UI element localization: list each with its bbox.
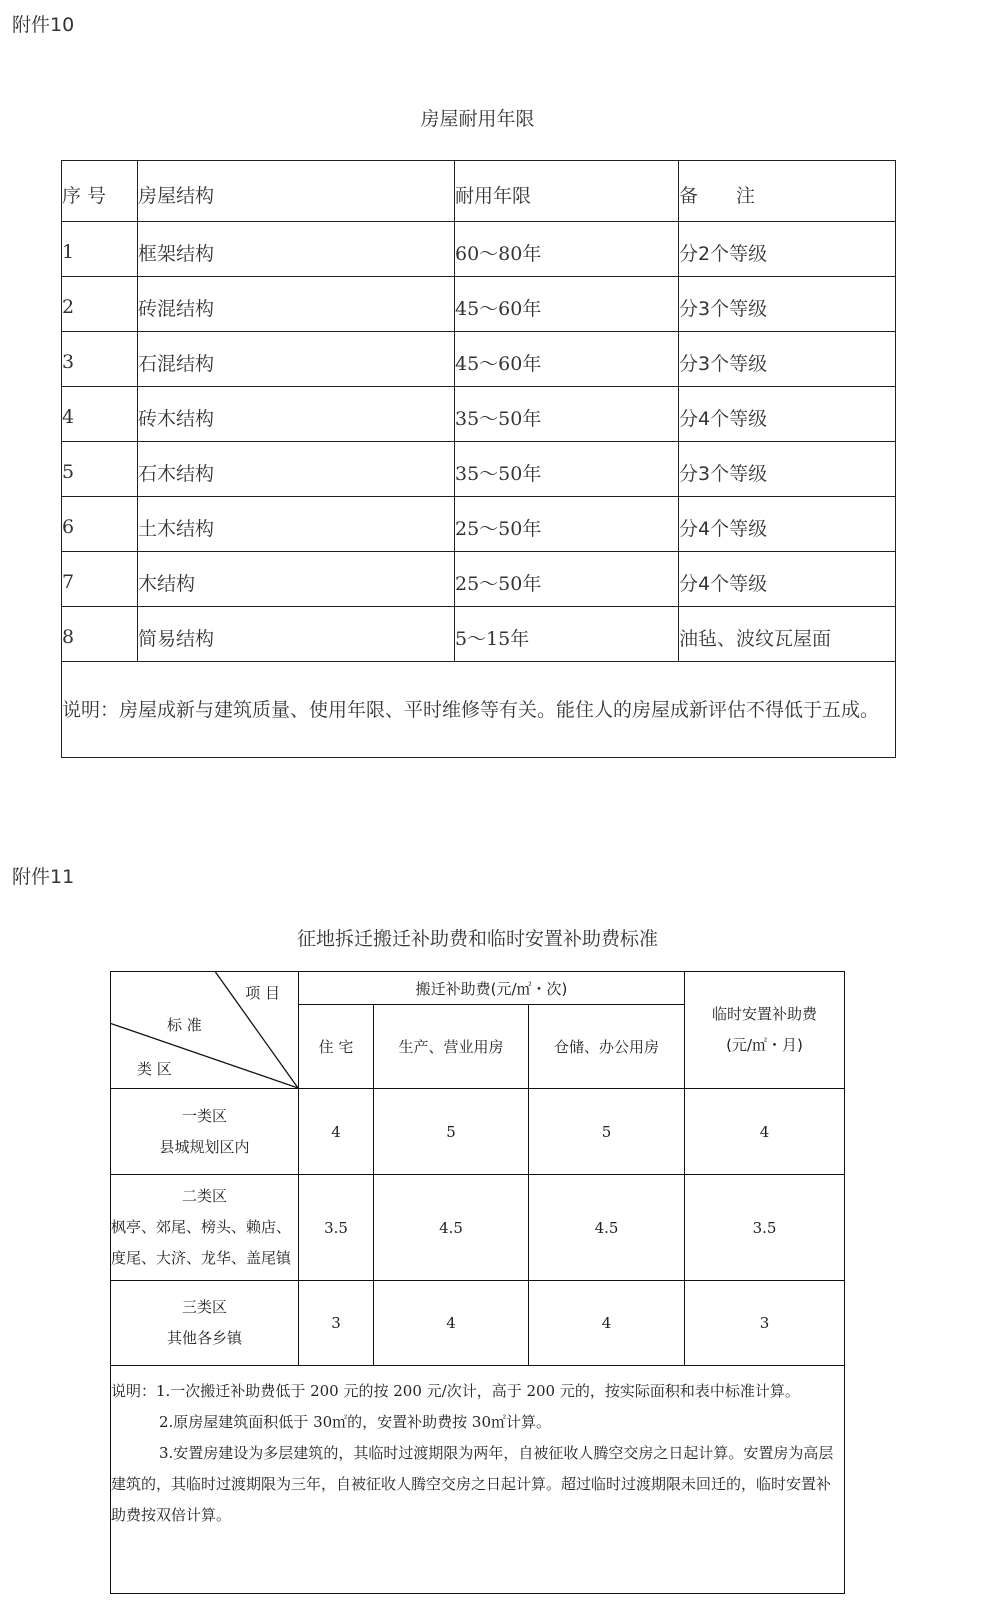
row-years: 45～60年 [455, 332, 679, 387]
area-category: 三类区 [181, 1298, 227, 1316]
row-years: 25～50年 [455, 552, 679, 607]
table-notes [111, 1366, 845, 1594]
table-header-row [111, 972, 845, 1005]
row-structure: 木结构 [138, 552, 455, 607]
moving-subsidy-header: 搬迁补助费(元/㎡・次) [299, 972, 685, 1005]
table-row [62, 442, 896, 497]
table-row [62, 607, 896, 662]
row-years: 35～50年 [455, 387, 679, 442]
table-row [111, 1089, 845, 1175]
table-header-row [62, 161, 896, 222]
header-remarks: 备 注 [679, 161, 896, 222]
table-note-row [62, 662, 896, 758]
table-row [111, 1175, 845, 1281]
attachment-10-label: 附件10 [12, 14, 75, 36]
row-structure: 简易结构 [138, 607, 455, 662]
temp-value: 3 [685, 1281, 845, 1366]
note-3: 3.安置房建设为多层建筑的，其临时过渡期限为两年，自被征收人腾空交房之日起计算。安置房为高层建筑的，其临时过渡期限为三年，自被征收人腾空交房之日起计算。超过临时过渡期限未回迁的，临时安置补助费按双倍计算。 [111, 1444, 834, 1524]
area-cell [111, 1175, 299, 1281]
diag-category-label: 类 区 [137, 1060, 172, 1078]
note-1: 说明：1.一次搬迁补助费低于 200 元的按 200 元/次计，高于 200 元的，按实际面积和表中标准计算。 [111, 1382, 800, 1400]
row-index: 7 [62, 552, 138, 607]
row-structure: 砖木结构 [138, 387, 455, 442]
header-residential: 住 宅 [299, 1005, 374, 1089]
row-index: 3 [62, 332, 138, 387]
warehouse-value: 5 [529, 1089, 685, 1175]
temp-subsidy-title: 临时安置补助费 [711, 1005, 817, 1023]
row-structure: 土木结构 [138, 497, 455, 552]
row-remarks: 分3个等级 [679, 277, 896, 332]
row-structure: 框架结构 [138, 222, 455, 277]
note-2: 2.原房屋建筑面积低于 30㎡的，安置补助费按 30㎡计算。 [159, 1413, 552, 1431]
header-years: 耐用年限 [455, 161, 679, 222]
table-note-row [111, 1366, 845, 1594]
area-category: 一类区 [181, 1106, 227, 1125]
production-value: 4 [374, 1281, 529, 1366]
temp-subsidy-unit: (元/㎡・月) [726, 1036, 803, 1054]
row-index: 6 [62, 497, 138, 552]
table-row [62, 387, 896, 442]
row-remarks: 分4个等级 [679, 497, 896, 552]
table-row [62, 332, 896, 387]
attachment-10-title: 房屋耐用年限 [420, 108, 535, 130]
table-note: 说明：房屋成新与建筑质量、使用年限、平时维修等有关。能住人的房屋成新评估不得低于五成。 [62, 662, 896, 758]
row-remarks: 分2个等级 [679, 222, 896, 277]
header-index: 序 号 [62, 161, 138, 222]
row-structure: 石混结构 [138, 332, 455, 387]
area-cell [111, 1281, 299, 1366]
row-remarks: 分4个等级 [679, 387, 896, 442]
table-row [62, 552, 896, 607]
diagonal-header-cell [111, 972, 299, 1089]
attachment-11-title: 征地拆迁搬迁补助费和临时安置补助费标准 [296, 928, 658, 950]
table-row [62, 497, 896, 552]
row-remarks: 分3个等级 [679, 442, 896, 497]
compensation-table [110, 971, 845, 1594]
table-row [62, 222, 896, 277]
diag-standard-label: 标 准 [167, 1016, 202, 1034]
warehouse-value: 4 [529, 1281, 685, 1366]
table-row [62, 277, 896, 332]
row-index: 1 [62, 222, 138, 277]
production-value: 4.5 [374, 1175, 529, 1281]
header-production: 生产、营业用房 [374, 1005, 529, 1089]
warehouse-value: 4.5 [529, 1175, 685, 1281]
area-detail: 度尾、大济、龙华、盖尾镇 [111, 1249, 292, 1267]
row-years: 5～15年 [455, 607, 679, 662]
table-row [111, 1281, 845, 1366]
row-remarks: 分3个等级 [679, 332, 896, 387]
area-category: 二类区 [181, 1187, 227, 1205]
temp-value: 4 [685, 1089, 845, 1175]
residential-value: 3.5 [299, 1175, 374, 1281]
residential-value: 3 [299, 1281, 374, 1366]
header-structure: 房屋结构 [138, 161, 455, 222]
area-detail: 县城规划区内 [159, 1137, 250, 1156]
row-index: 5 [62, 442, 138, 497]
production-value: 5 [374, 1089, 529, 1175]
residential-value: 4 [299, 1089, 374, 1175]
temp-value: 3.5 [685, 1175, 845, 1281]
attachment-11-label: 附件11 [12, 866, 75, 888]
area-detail: 枫亭、郊尾、榜头、赖店、 [111, 1218, 292, 1236]
row-years: 35～50年 [455, 442, 679, 497]
row-years: 25～50年 [455, 497, 679, 552]
row-index: 4 [62, 387, 138, 442]
row-remarks: 分4个等级 [679, 552, 896, 607]
area-detail: 其他各乡镇 [166, 1329, 242, 1347]
durability-table [61, 160, 896, 758]
row-remarks: 油毡、波纹瓦屋面 [679, 607, 896, 662]
area-cell [111, 1089, 299, 1175]
header-warehouse: 仓储、办公用房 [529, 1005, 685, 1089]
row-index: 2 [62, 277, 138, 332]
row-structure: 石木结构 [138, 442, 455, 497]
diag-item-label: 项 目 [245, 984, 280, 1002]
row-index: 8 [62, 607, 138, 662]
row-years: 45～60年 [455, 277, 679, 332]
temp-subsidy-header [685, 972, 845, 1089]
row-years: 60～80年 [455, 222, 679, 277]
row-structure: 砖混结构 [138, 277, 455, 332]
